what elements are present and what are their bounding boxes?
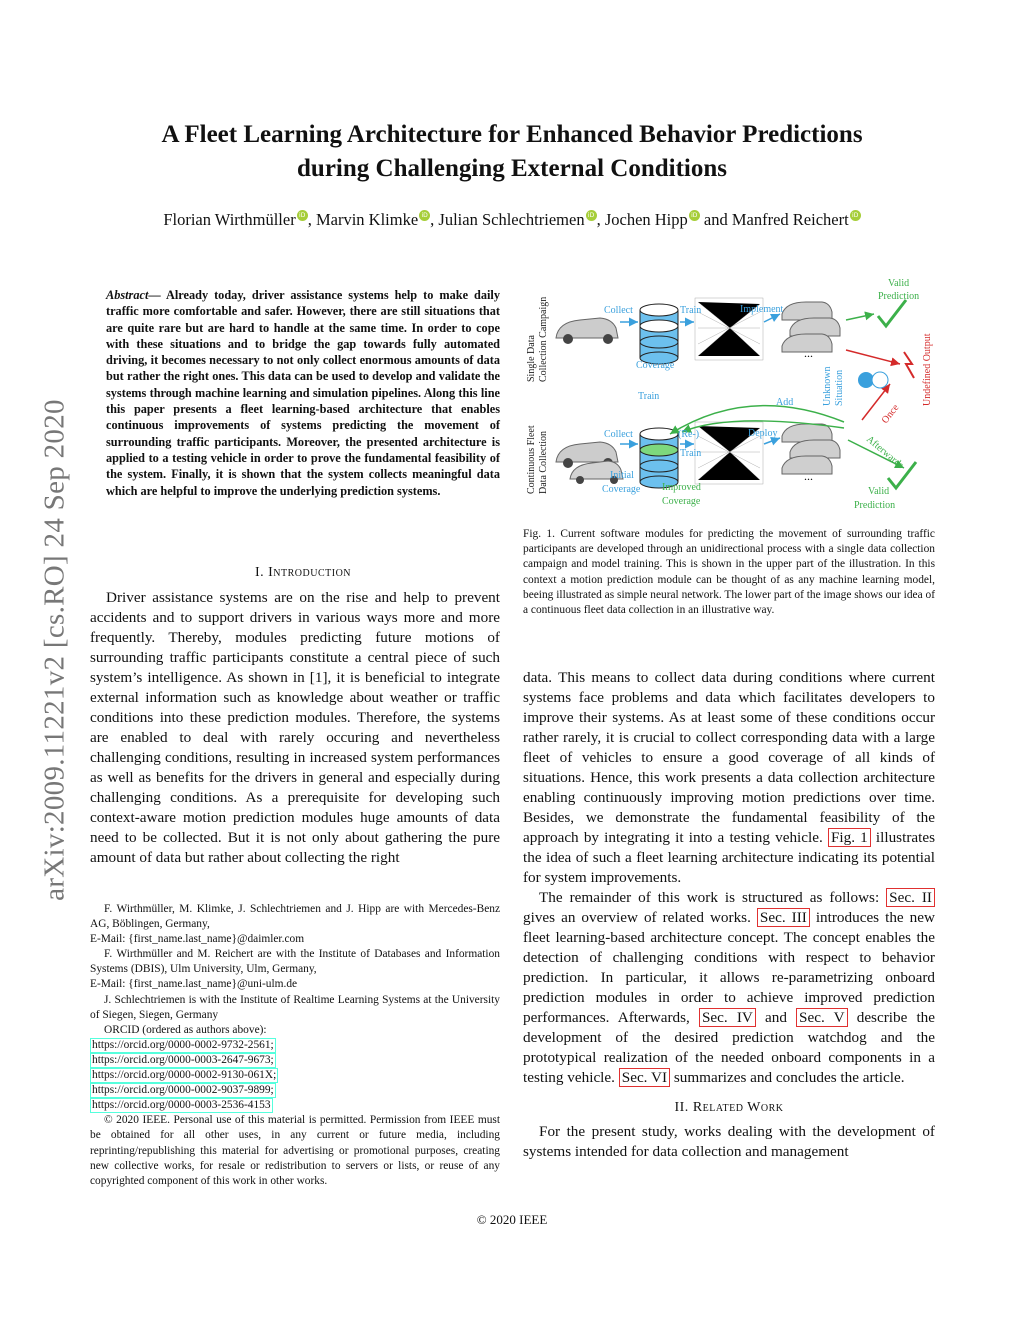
fleet-ellipsis: ... [804, 469, 813, 483]
label-prediction: Prediction [878, 291, 920, 302]
orcid-link[interactable]: https://orcid.org/0000-0002-9130-061X; [92, 1069, 277, 1082]
page-footer: © 2020 IEEE [476, 1212, 548, 1227]
section-heading-introduction [106, 565, 500, 581]
footnote-orcid-label: ORCID (ordered as authors above): [104, 1023, 267, 1036]
abstract-label: Abstract [106, 288, 149, 302]
fleet-icon [782, 424, 840, 474]
label-coverage: Coverage [636, 360, 675, 371]
orcid-link[interactable]: https://orcid.org/0000-0002-9037-9899; [92, 1084, 274, 1097]
label-collect: Collect [604, 305, 633, 316]
section-heading-related-work [523, 1098, 935, 1118]
orcid-icon[interactable]: iD [586, 210, 597, 221]
abstract [106, 287, 500, 499]
paragraph-text: introduces the new fleet learning-based architecture concept. The concept enables the detection of challenging conditions with respect to behavior prediction. In particular, it allows re-parametrizing onboard prediction modules in order to achieve improved prediction performances. Afterwards, [523, 909, 935, 1026]
related-work-paragraph: For the present study, works dealing with the development of systems intended for data collection and management [523, 1123, 935, 1160]
paragraph-text: describe the development of the desired prediction watchdog and the prototypical realization of the needed onboard components in a testing vehicle. [523, 1009, 935, 1086]
label-initial-coverage: Coverage [602, 484, 641, 495]
author-name: Manfred Reichert [731, 210, 849, 229]
car-icon [556, 318, 618, 344]
paragraph-text: illustrates the idea of such a fleet learning architecture indicating its potential for system improvements. [523, 829, 935, 886]
fleet-icon [782, 302, 840, 352]
footnote-email-2: E-Mail: {first_name.last_name}@uni-ulm.de [90, 978, 298, 991]
arxiv-id: arXiv:2009.11221v2 [cs.RO] 24 Sep 2020 [38, 399, 71, 901]
label-add: Add [776, 397, 794, 408]
author-name: Julian Schlechtriemen [438, 210, 585, 229]
label-collect-bottom: Collect [604, 429, 633, 440]
label-train: Train [680, 305, 702, 316]
label-implement: Implement [740, 304, 784, 315]
footnote-affiliation-1: F. Wirthmüller, M. Klimke, J. Schlechtriemen and J. Hipp are with Mercedes-Benz AG, Böblingen, Germany, [90, 903, 500, 931]
label-continuous-fleet: Continuous Fleet [526, 425, 537, 494]
orcid-icon[interactable]: iD [850, 210, 861, 221]
author-separator: and [699, 210, 732, 229]
database-icon [640, 428, 678, 488]
author-separator: , [430, 210, 439, 229]
section-number: II. [674, 1100, 693, 1115]
sec-5-reference-link[interactable]: Sec. V [796, 1008, 848, 1027]
orcid-link[interactable]: https://orcid.org/0000-0003-2647-9673; [92, 1053, 274, 1066]
label-prediction-bottom: Prediction [854, 500, 896, 511]
label-valid-bottom: Valid [868, 486, 890, 497]
label-data-collection: Data Collection [538, 430, 549, 494]
author-name: Florian Wirthmüller [163, 210, 296, 229]
footnote-copyright: © 2020 IEEE. Personal use of this material is permitted. Permission from IEEE must be obtained for all other uses, in any current or future media, including reprinting/republishing this material for advertising or promotional purposes, creating new collective works, for resale or redistribution to servers or lists, or reuse of any copyrighted component of this work in other works. [90, 1114, 500, 1187]
arrow-implement [764, 314, 780, 322]
label-re: (Re-) [678, 429, 700, 440]
label-deploy: Deploy [748, 428, 778, 439]
arxiv-stamp [20, 350, 90, 950]
label-train-between: Train [638, 391, 660, 402]
arrow-undefined [846, 350, 900, 364]
structure-paragraph [523, 888, 935, 1088]
label-once: Once [879, 402, 902, 426]
paragraph-text: data. This means to collect data during conditions where current systems face problems and data which facilitates developers to improve their systems. As at least some of these conditions occur rather rarely, it is crucial to collect corresponding data with a large fleet of vehicles to ensure a good coverage of all kinds of situations. Hence, this work presents a data collection architecture enabling continuously improving motion predictions over time. Besides, we demonstrate the fundamental feasibility of the approach by integrating it into a testing vehicle. [523, 669, 935, 846]
orcid-icon[interactable]: iD [419, 210, 430, 221]
database-icon [640, 304, 678, 364]
abstract-text: — Already today, driver assistance systems help to make daily traffic more comfortable and safer. However, there are still situations that are quite rare but are hard to handle at the same time. In order to cope with these situations and to bridge the gap towards fully automated driving, it becomes necessary to not only collect enormous amounts of data but rather the right ones. This data can be used to develop and validate the systems through machine learning and simulation pipelines. Along this line this paper presents a fleet learning-based architecture that enables continuous improvements of systems predicting the movement of surrounding traffic participants. Moreover, the presented architecture is applied to a testing vehicle in order to prove the fundamental feasibility of the system. Finally, it is shown that the system collects meaningful data which are helpful to improve the underlying prediction systems. [106, 288, 500, 498]
label-single-data: Single Data [526, 335, 537, 382]
author-separator: , [596, 210, 605, 229]
fig-1-reference-link[interactable]: Fig. 1 [828, 828, 871, 847]
title-line-2: during Challenging External Conditions [297, 155, 727, 182]
label-afterwards: Afterwards [864, 433, 906, 472]
label-retrain: Train [680, 448, 702, 459]
label-situation: Situation [834, 369, 845, 406]
paragraph-text: summarizes and concludes the article. [670, 1069, 905, 1086]
author-list [60, 210, 964, 230]
orcid-link-list [90, 1038, 500, 1113]
label-valid: Valid [888, 278, 910, 289]
orcid-link[interactable]: https://orcid.org/0000-0002-9732-2561; [92, 1038, 274, 1051]
orcid-link[interactable]: https://orcid.org/0000-0003-2536-4153 [92, 1099, 271, 1112]
paragraph-text: The remainder of this work is structured as follows: [539, 889, 887, 906]
sec-6-reference-link[interactable]: Sec. VI [619, 1068, 670, 1087]
continuation-paragraph [523, 668, 935, 888]
label-initial: Initial [610, 470, 634, 481]
footnote-affiliation-3: J. Schlechtriemen is with the Institute of Realtime Learning Systems at the University of Siegen, Siegen, Germany [90, 993, 500, 1021]
introduction-body [90, 588, 500, 868]
author-name: Jochen Hipp [604, 210, 688, 229]
paragraph-text: and [755, 1009, 797, 1026]
figure-caption: Fig. 1. Current software modules for predicting the movement of surrounding traffic participants are developed through an unidirectional process with a single data collection campaign and model training. This is shown in the upper part of the illustration. In this context a motion prediction module can be thought of as any machine learning model, beeing illustrated as simple neural network. The lower part of the image shows our idea of a continuous fleet data collection in an illustrative way. [523, 528, 935, 617]
footnotes [90, 902, 500, 1189]
orcid-icon[interactable]: iD [689, 210, 700, 221]
label-unknown: Unknown [822, 366, 833, 406]
author-separator: , [307, 210, 316, 229]
sec-2-reference-link[interactable]: Sec. II [886, 888, 935, 907]
label-improved-coverage: Coverage [662, 496, 701, 507]
label-improved: Improved [662, 482, 701, 493]
label-undefined-output: Undefined Output [922, 333, 933, 406]
sec-3-reference-link[interactable]: Sec. III [757, 908, 810, 927]
orcid-icon[interactable]: iD [297, 210, 308, 221]
author-name: Marvin Klimke [315, 210, 419, 229]
arrow-valid-top [846, 314, 874, 320]
sec-4-reference-link[interactable]: Sec. IV [699, 1008, 756, 1027]
right-column-body [523, 668, 935, 1162]
label-collection-campaign: Collection Campaign [538, 296, 549, 382]
footnote-affiliation-2: F. Wirthmüller and M. Reichert are with the Institute of Databases and Information Systems (DBIS), Ulm University, Ulm, Germany, [90, 948, 500, 976]
lightning-icon [904, 352, 914, 378]
figure-1 [520, 272, 940, 517]
section-title: Related Work [692, 1100, 784, 1115]
fleet-ellipsis: ... [804, 346, 813, 360]
paragraph-text: gives an overview of related works. [523, 909, 757, 926]
title-line-1: A Fleet Learning Architecture for Enhanced Behavior Predictions [161, 121, 863, 148]
footnote-email-1: E-Mail: {first_name.last_name}@daimler.com [90, 933, 305, 946]
section-number: I. [254, 565, 269, 580]
checkmark-icon [878, 300, 906, 326]
paper-title [60, 118, 964, 186]
clock-icon [872, 372, 888, 388]
section-title: Introduction [268, 565, 352, 580]
intro-paragraph: Driver assistance systems are on the rise and help to prevent accidents and to support drivers in various ways more and more frequently. Thereby, modules predicting future motions of surrounding traffic participants constitute a central piece of such system’s intelligence. As shown in [1], it is beneficial to integrate external information such as knowledge about weather or traffic conditions into these prediction modules. Therefore, the systems are enabled to deal with rarely occuring and nevertheless challenging conditions, resulting in increased system performances as well as benefits for the drivers in general and especially during challenging conditions. As a prerequisite for developing such context-aware motion prediction modules huge amounts of data need to be collected. But it is not only about gathering the pure amount of data but rather about collecting the right [90, 589, 500, 866]
